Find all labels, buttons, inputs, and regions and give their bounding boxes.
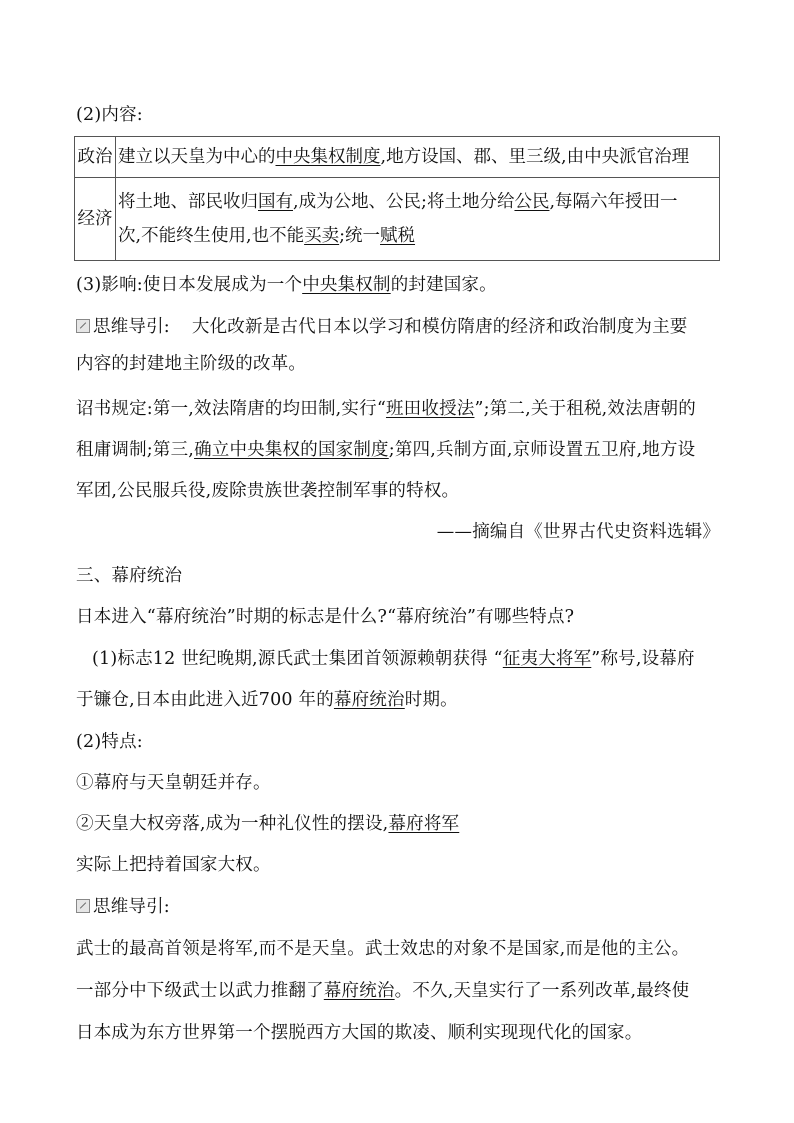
text-segment: ,每隔六年授田一 — [549, 192, 678, 212]
text-segment: 诏书规定:第一,效法隋唐的均田制,实行“ — [76, 399, 386, 419]
text-segment: (1)标志12 世纪晚期,源氏武士集团首领源赖朝获得 “ — [92, 649, 503, 669]
feature-1: ①幕府与天皇朝廷并存。 — [76, 773, 271, 793]
politics-line — [118, 145, 717, 169]
content-heading: (2)内容: — [76, 105, 143, 125]
guide-2-line-3: 日本成为东方世界第一个摆脱西方大国的欺凌、顺利实现现代化的国家。 — [76, 1023, 643, 1043]
underlined-term: 中央集权制 — [302, 275, 391, 295]
edict-line-1 — [76, 397, 720, 421]
underlined-term: 公民 — [514, 192, 550, 212]
text-segment: 的封建国家。 — [390, 275, 497, 295]
text-segment: 将土地、部民收归 — [118, 192, 258, 212]
guide-icon — [76, 899, 90, 913]
question-text: 日本进入“幕府统治”时期的标志是什么?“幕府统治”有哪些特点? — [76, 607, 575, 627]
underlined-term: 买卖 — [304, 226, 340, 246]
underlined-term: 幕府将军 — [388, 814, 460, 834]
guide-icon — [76, 319, 90, 333]
feature-2-continued: 实际上把持着国家大权。 — [76, 855, 271, 875]
text-segment: 建立以天皇为中心的 — [118, 147, 276, 167]
guide-1-text-1: 大化改新是古代日本以学习和模仿隋唐的经济和政治制度为主要 — [191, 317, 688, 337]
reform-content-table — [74, 136, 720, 261]
text-segment: 次,不能终生使用,也不能 — [118, 226, 305, 246]
underlined-term: 中央集权制度 — [275, 147, 381, 167]
text-segment: 。不久,天皇实行了一系列改革,最终使 — [394, 981, 690, 1001]
underlined-term: 赋税 — [380, 226, 416, 246]
edict-line-2 — [76, 438, 720, 462]
table-row — [75, 137, 720, 178]
text-segment: 时期。 — [404, 690, 458, 710]
underlined-term: 确立中央集权的国家制度 — [194, 440, 389, 460]
text-segment: 于镰仓,日本由此进入近700 年的 — [76, 690, 334, 710]
underlined-term: 班田收授法 — [385, 399, 475, 419]
text-segment: (3)影响:使日本发展成为一个 — [76, 275, 303, 295]
sign-line-1 — [92, 647, 720, 671]
guide-2-label: 思维导引: — [93, 897, 170, 917]
economy-line-2 — [118, 224, 717, 248]
row-label-economy: 经济 — [75, 178, 116, 261]
text-segment: ”;第二,关于租税,效法唐朝的 — [474, 399, 696, 419]
text-segment: ;第四,兵制方面,京师设置五卫府,地方设 — [388, 440, 696, 460]
guide-2-heading — [76, 895, 720, 919]
underlined-term: 国有 — [258, 192, 293, 212]
text-segment: ,成为公地、公民;将土地分给 — [293, 192, 515, 212]
text-segment: 一部分中下级武士以武力推翻了 — [76, 981, 324, 1001]
underlined-term: 征夷大将军 — [502, 649, 592, 669]
politics-cell — [116, 137, 720, 178]
source-citation: ——摘编自《世界古代史资料选辑》 — [436, 522, 720, 542]
section-3-heading: 三、幕府统治 — [76, 566, 183, 586]
influence-text — [76, 273, 720, 297]
table-row — [75, 178, 720, 261]
guide-1-label: 思维导引: — [93, 317, 170, 337]
text-segment: ②天皇大权旁落,成为一种礼仪性的摆设, — [76, 814, 389, 834]
row-label-politics: 政治 — [75, 137, 116, 178]
guide-1-line-2: 内容的封建地主阶级的改革。 — [76, 354, 307, 374]
text-segment: ”称号,设幕府 — [591, 649, 695, 669]
text-segment: 租庸调制;第三, — [76, 440, 195, 460]
underlined-term: 幕府统治 — [323, 981, 395, 1001]
edict-line-3: 军团,公民服兵役,废除贵族世袭控制军事的特权。 — [76, 481, 460, 501]
text-segment: ;统一 — [339, 226, 381, 246]
guide-2-line-2 — [76, 979, 720, 1003]
guide-1-line-1 — [76, 315, 720, 339]
feature-2 — [76, 812, 720, 836]
underlined-term: 幕府统治 — [333, 690, 405, 710]
text-segment: ,地方设国、郡、里三级,由中央派官治理 — [380, 147, 690, 167]
economy-line-1 — [118, 190, 717, 214]
features-heading: (2)特点: — [76, 732, 143, 752]
sign-line-2 — [76, 688, 720, 712]
economy-cell — [116, 178, 720, 261]
guide-2-line-1: 武士的最高首领是将军,而不是天皇。武士效忠的对象不是国家,而是他的主公。 — [76, 939, 690, 959]
